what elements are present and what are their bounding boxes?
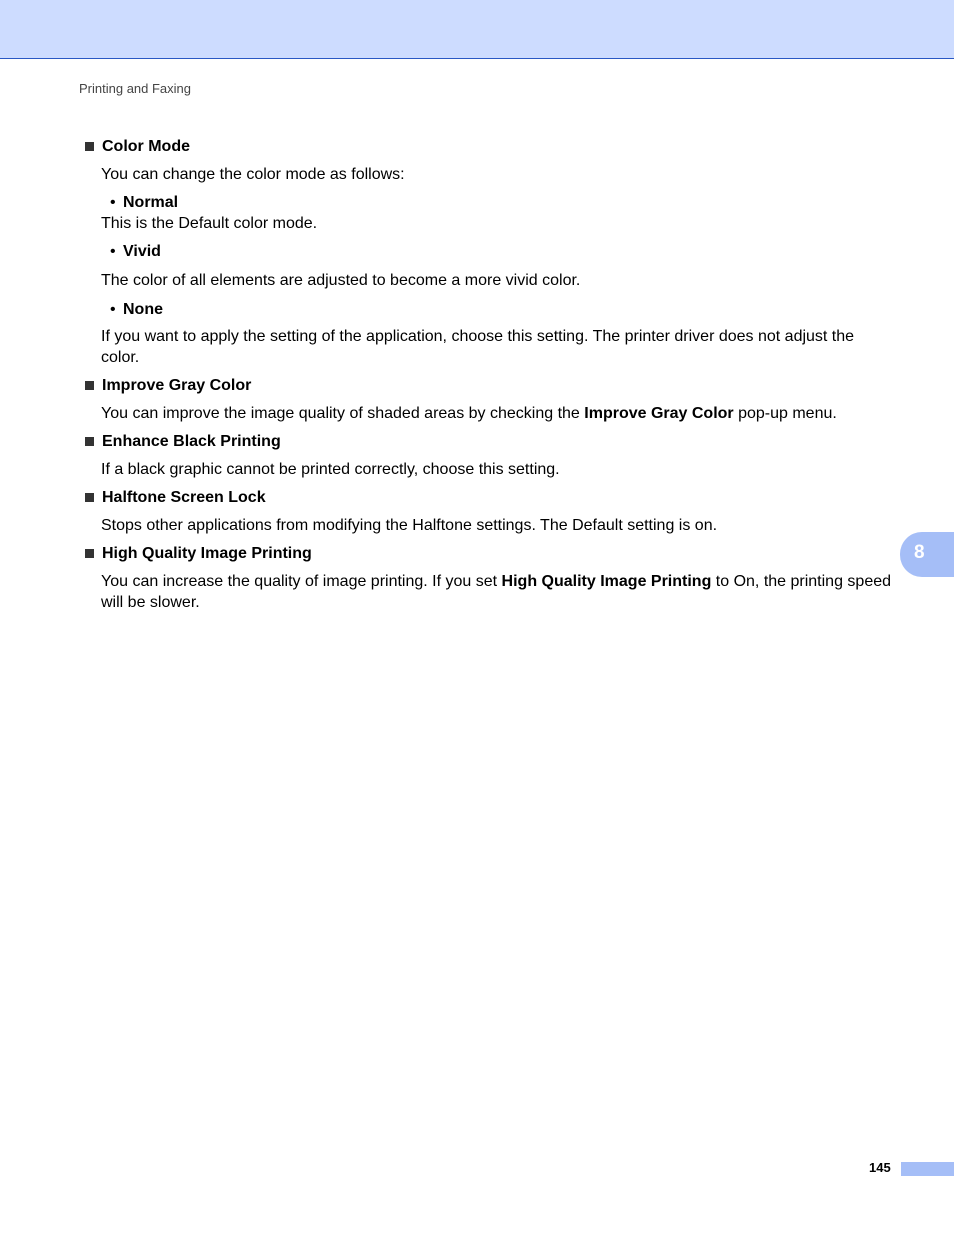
square-bullet-icon <box>85 493 94 502</box>
option-label: Vivid <box>123 243 161 260</box>
page-number: 145 <box>869 1160 891 1175</box>
section-high-quality-image-printing <box>84 543 894 613</box>
option-description: If you want to apply the setting of the application, choose this setting. The printer driver does not adjust the color. <box>101 328 855 366</box>
text-run: You can increase the quality of image printing. If you set <box>101 573 502 590</box>
section-color-mode <box>84 136 894 368</box>
text-run: to On, the printing speed will be slower. <box>101 573 892 611</box>
option-normal <box>110 192 894 213</box>
section-enhance-black-printing <box>84 431 894 480</box>
option-description: The color of all elements are adjusted to become a more vivid color. <box>101 272 581 289</box>
square-bullet-icon <box>85 142 94 151</box>
bullet-dot-icon: • <box>110 301 116 318</box>
chapter-number: 8 <box>914 542 925 563</box>
section-title: Color Mode <box>102 138 190 155</box>
chapter-tab <box>900 532 954 577</box>
section-title: Halftone Screen Lock <box>102 489 266 506</box>
square-bullet-icon <box>85 437 94 446</box>
section-text: Stops other applications from modifying the Halftone settings. The Default setting is on. <box>101 517 718 534</box>
option-none <box>110 299 894 320</box>
section-intro: You can change the color mode as follows: <box>101 166 405 183</box>
section-halftone-screen-lock <box>84 487 894 536</box>
section-text <box>101 571 894 613</box>
section-improve-gray-color <box>84 375 894 424</box>
section-heading <box>84 487 894 508</box>
option-vivid <box>110 241 894 262</box>
square-bullet-icon <box>85 381 94 390</box>
section-heading <box>84 431 894 452</box>
option-description: This is the Default color mode. <box>101 215 318 232</box>
bold-term: High Quality Image Printing <box>501 573 712 590</box>
page-content <box>84 136 894 620</box>
square-bullet-icon <box>85 549 94 558</box>
bullet-dot-icon: • <box>110 194 116 211</box>
section-title: High Quality Image Printing <box>102 545 312 562</box>
section-title: Enhance Black Printing <box>102 433 281 450</box>
option-label: Normal <box>123 194 179 211</box>
section-heading <box>84 136 894 157</box>
section-body <box>101 571 894 613</box>
bullet-dot-icon: • <box>110 243 116 260</box>
breadcrumb: Printing and Faxing <box>79 81 192 96</box>
section-body <box>101 459 894 480</box>
page-number-bar <box>901 1162 954 1176</box>
header-band <box>0 0 954 59</box>
section-heading <box>84 543 894 564</box>
text-run: You can improve the image quality of shaded areas by checking the <box>101 405 585 422</box>
section-text: If a black graphic cannot be printed correctly, choose this setting. <box>101 461 560 478</box>
section-body <box>101 164 894 368</box>
section-body <box>101 403 894 424</box>
section-body <box>101 515 894 536</box>
option-label: None <box>123 301 163 318</box>
section-text <box>101 403 894 424</box>
text-run: pop-up menu. <box>733 405 837 422</box>
section-title: Improve Gray Color <box>102 377 252 394</box>
section-heading <box>84 375 894 396</box>
bold-term: Improve Gray Color <box>584 405 734 422</box>
